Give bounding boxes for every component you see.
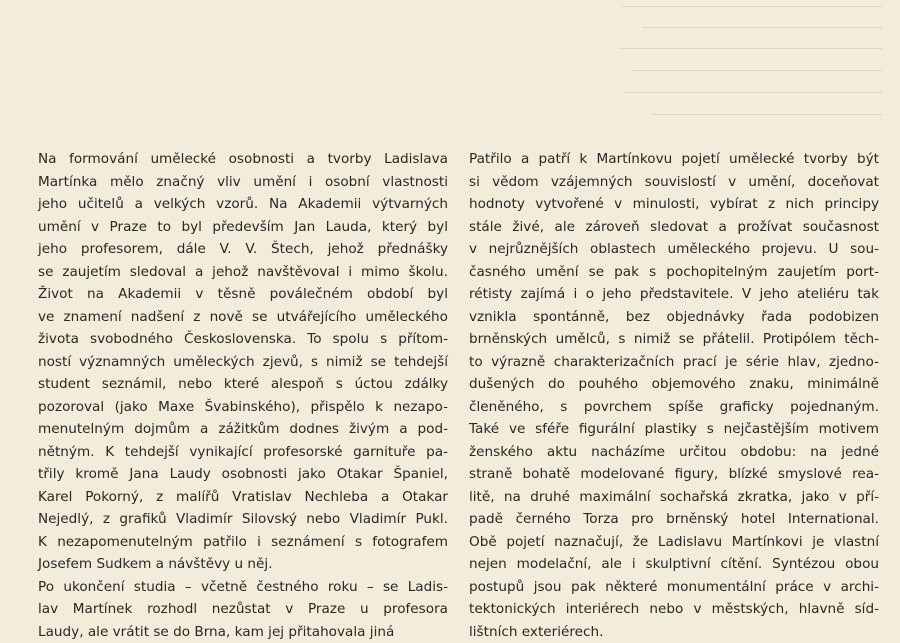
text-line: hodnoty vytvořené v minulosti, vybírat z nich principy [469, 193, 879, 216]
text-line: lištních exteriérech. [469, 621, 879, 643]
text-line: Martínka mělo značný vliv umění i osobní vlastnosti [38, 171, 448, 194]
text-line: jeho učitelů a velkých vzorů. Na Akademii výtvarných [38, 193, 448, 216]
text-line: ností významných uměleckých zjevů, s nimiž se tehdejší [38, 351, 448, 374]
text-line: to výrazně charakterizačních prací je série hlav, zjedno- [469, 351, 879, 374]
text-line: brněnských umělců, s nimiž se přátelil. Protipólem těch- [469, 328, 879, 351]
text-line: členěného, s povrchem spíše graficky pojednaným. [469, 396, 879, 419]
text-line: vznikla spontánně, bez objednávky řada podobizen [469, 306, 879, 329]
text-line: tektonických interiérech nebo v městských, hlavně síd- [469, 598, 879, 621]
text-line: student seznámil, nebo které alespoň s úctou zdálky [38, 373, 448, 396]
text-line: v nejrůznějších oblastech uměleckého projevu. U sou- [469, 238, 879, 261]
text-line: Obě pojetí naznačují, že Ladislavu Martínkovi je vlastní [469, 531, 879, 554]
text-line: se zaujetím sledoval a jehož navštěvoval i mimo školu. [38, 261, 448, 284]
text-line: Život na Akademii v těsně poválečném období byl [38, 283, 448, 306]
text-line: padě černého Torza pro brněnský hotel International. [469, 508, 879, 531]
text-line: jeho profesorem, dále V. V. Štech, jehož přednášky [38, 238, 448, 261]
text-line: Také ve sféře figurální plastiky s nejčastějším motivem [469, 418, 879, 441]
text-line: postupů jsou pak některé monumentální práce v archi- [469, 576, 879, 599]
text-line: Josefem Sudkem a návštěvy u něj. [38, 553, 448, 576]
text-line: dušených do pouhého objemového znaku, minimálně [469, 373, 879, 396]
text-line: litě, na druhé maximální sochařská zkratka, jako v pří- [469, 486, 879, 509]
text-line: lav Martínek rozhodl nezůstat v Praze u profesora [38, 598, 448, 621]
show-through-text [600, 0, 900, 140]
text-line: nejen modelační, ale i skulptivní cítění. Syntézou obou [469, 553, 879, 576]
text-line: ženského aktu nacházíme určitou obdobu: na jedné [469, 441, 879, 464]
text-line: straně bohatě modelované figury, blízké smyslové rea- [469, 463, 879, 486]
text-line: nětným. K tehdejší vynikající profesorské garnituře pa- [38, 441, 448, 464]
text-line: Na formování umělecké osobnosti a tvorby Ladislava [38, 148, 448, 171]
text-line: Patřilo a patří k Martínkovu pojetí umělecké tvorby být [469, 148, 879, 171]
text-line: stále živé, ale zároveň sledovat a prožívat současnost [469, 216, 879, 239]
text-line: K nezapomenutelným patřilo i seznámení s fotografem [38, 531, 448, 554]
text-line: Nejedlý, z grafiků Vladimír Silovský nebo Vladimír Pukl. [38, 508, 448, 531]
right-text-column [469, 148, 879, 643]
text-line: Po ukončení studia – včetně čestného roku – se Ladis- [38, 576, 448, 599]
text-line: pozoroval (jako Maxe Švabinského), přispělo k nezapo- [38, 396, 448, 419]
text-line: si vědom vzájemných souvislostí v umění, doceňovat [469, 171, 879, 194]
text-line: Laudy, ale vrátit se do Brna, kam jej přitahovala jiná [38, 621, 448, 643]
text-line: umění v Praze to byl především Jan Lauda, který byl [38, 216, 448, 239]
text-line: menutelným dojmům a zážitkům dodnes živým a pod- [38, 418, 448, 441]
left-text-column [38, 148, 448, 643]
text-line: rétisty zajímá i o jeho představitele. V jeho ateliéru tak [469, 283, 879, 306]
text-line: života svobodného Československa. To spolu s přítom- [38, 328, 448, 351]
text-line: Karel Pokorný, z malířů Vratislav Nechleba a Otakar [38, 486, 448, 509]
text-line: třily kromě Jana Laudy osobnosti jako Otakar Španiel, [38, 463, 448, 486]
text-line: časného umění se pak s pochopitelným zaujetím port- [469, 261, 879, 284]
text-line: ve znamení nadšení z nově se utvářejícího uměleckého [38, 306, 448, 329]
